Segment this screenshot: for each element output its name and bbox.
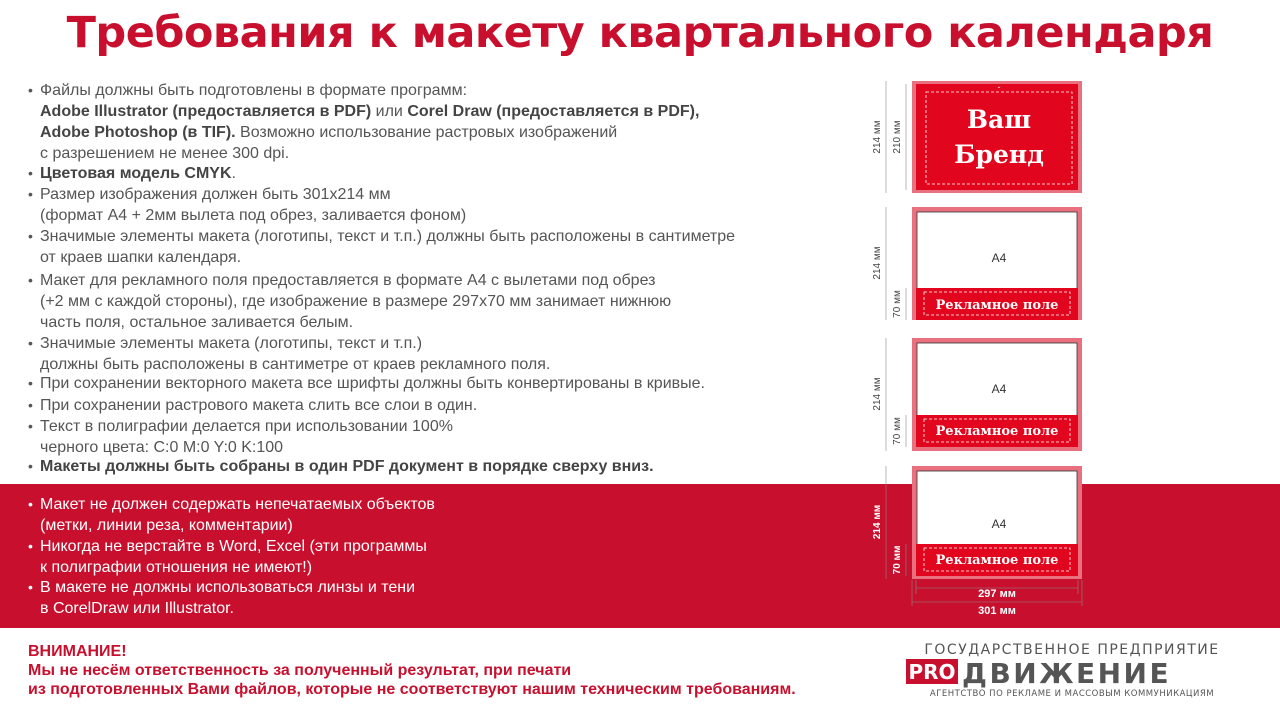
ad-field-label: Рекламное поле bbox=[935, 298, 1059, 313]
dim-label: 214 мм bbox=[872, 504, 883, 540]
center-mark: - bbox=[997, 82, 1001, 92]
dim-label: 214 мм bbox=[872, 377, 883, 411]
header-fill bbox=[916, 84, 1078, 190]
company-logo bbox=[906, 640, 1238, 700]
liability-notice bbox=[28, 642, 796, 699]
list-item-line bbox=[28, 395, 848, 416]
page-label: А4 bbox=[991, 382, 1007, 396]
list-item-line bbox=[28, 101, 848, 122]
text-segment: (формат А4 + 2мм вылета под обрез, заливается фоном) bbox=[40, 207, 467, 224]
list-item bbox=[28, 416, 848, 458]
page-label: А4 bbox=[991, 251, 1007, 265]
text-segment: (+2 мм с каждой стороны), где изображение в размере 297x70 мм занимает нижнюю bbox=[40, 293, 672, 310]
calendar-diagram bbox=[858, 78, 1090, 623]
bold-text: (предоставляется в PDF) bbox=[168, 103, 372, 120]
text-segment: к полиграфии отношения не имеют!) bbox=[40, 559, 313, 576]
list-item bbox=[28, 536, 848, 578]
list-item bbox=[28, 226, 848, 268]
page-label: А4 bbox=[991, 517, 1007, 531]
list-item-line bbox=[28, 333, 848, 354]
dim-label: 70 мм bbox=[892, 290, 903, 318]
logo-sub-text: АГЕНТСТВО ПО РЕКЛАМЕ И МАССОВЫМ КОММУНИКАЦИЯМ bbox=[929, 689, 1215, 699]
list-item-line bbox=[28, 226, 848, 247]
logo-name-text: ДВИЖЕНИЕ bbox=[962, 657, 1172, 690]
bold-text: (в TIF). bbox=[177, 124, 236, 141]
list-item-line bbox=[28, 122, 848, 143]
dim-label: 70 мм bbox=[892, 545, 903, 575]
bold-text: Цветовая модель CMYK bbox=[40, 165, 232, 182]
dim-label: 297 мм bbox=[978, 588, 1016, 600]
list-item-line bbox=[28, 577, 848, 598]
bullet-icon: • bbox=[28, 397, 33, 413]
bullet-icon: • bbox=[28, 538, 33, 554]
list-item bbox=[28, 456, 848, 477]
calendar-header-block bbox=[912, 81, 1082, 193]
dim-label: 214 мм bbox=[872, 246, 883, 280]
list-item-line bbox=[28, 291, 848, 312]
text-segment: Значимые элементы макета (логотипы, текст и т.п.) должны быть расположены в сантиметре bbox=[40, 228, 736, 245]
bullet-icon: • bbox=[28, 272, 33, 288]
list-item-line bbox=[28, 312, 848, 333]
list-item-line bbox=[28, 536, 848, 557]
list-item-line bbox=[28, 437, 848, 458]
text-segment: Значимые элементы макета (логотипы, текст и т.п.) bbox=[40, 335, 423, 352]
list-item bbox=[28, 270, 848, 333]
logo-top-text: ГОСУДАРСТВЕННОЕ ПРЕДПРИЯТИЕ bbox=[924, 642, 1220, 658]
ad-field-label: Рекламное поле bbox=[935, 424, 1059, 439]
notice-line: из подготовленных Вами файлов, которые не соответствуют нашим техническим требованиям. bbox=[28, 681, 796, 698]
text-segment: или bbox=[371, 103, 408, 120]
text-segment: (метки, линии реза, комментарии) bbox=[40, 517, 293, 534]
dim-label: 301 мм bbox=[978, 605, 1016, 617]
bold-text: Adobe Photoshop bbox=[40, 124, 178, 141]
list-item bbox=[28, 395, 848, 416]
calendar-page-1 bbox=[912, 207, 1082, 320]
text-segment: В макете не должны использоваться линзы и тени bbox=[40, 579, 416, 596]
list-item-line bbox=[28, 598, 848, 619]
bullet-icon: • bbox=[28, 228, 33, 244]
list-item bbox=[28, 577, 848, 619]
text-segment: часть поля, остальное заливается белым. bbox=[40, 314, 354, 331]
brand-text: Ваш bbox=[966, 105, 1032, 134]
list-item bbox=[28, 80, 848, 164]
bullet-icon: • bbox=[28, 375, 33, 391]
list-item bbox=[28, 494, 848, 536]
list-item-line bbox=[28, 143, 848, 164]
calendar-page-3 bbox=[912, 466, 1082, 579]
bullet-icon: • bbox=[28, 579, 33, 595]
text-segment: Никогда не верстайте в Word, Excel (эти программы bbox=[40, 538, 427, 555]
text-segment: Размер изображения должен быть 301x214 мм bbox=[40, 186, 391, 203]
notice-line: Мы не несём ответственность за полученный результат, при печати bbox=[28, 662, 572, 679]
list-item-line bbox=[28, 270, 848, 291]
list-item-line bbox=[28, 494, 848, 515]
bold-text: Adobe Illustrator bbox=[40, 103, 169, 120]
bullet-icon: • bbox=[28, 496, 33, 512]
text-segment: от краев шапки календаря. bbox=[40, 249, 242, 266]
notice-heading: ВНИМАНИЕ! bbox=[28, 643, 127, 660]
width-labels bbox=[978, 588, 1016, 617]
calendar-page-2 bbox=[912, 338, 1082, 451]
list-item-line bbox=[28, 163, 848, 184]
text-segment: должны быть расположены в сантиметре от краев рекламного поля. bbox=[40, 356, 551, 373]
bullet-icon: • bbox=[28, 335, 33, 351]
list-item-line bbox=[28, 557, 848, 578]
text-segment: При сохранении векторного макета все шрифты должны быть конвертированы в кривые. bbox=[40, 375, 705, 392]
text-segment: Макет не должен содержать непечатаемых объектов bbox=[40, 496, 435, 513]
dim-label: 210 мм bbox=[892, 120, 903, 154]
dimension-labels-on-band bbox=[872, 505, 903, 574]
list-item bbox=[28, 184, 848, 226]
list-item-line bbox=[28, 80, 848, 101]
list-item bbox=[28, 163, 848, 184]
dim-label: 70 мм bbox=[892, 417, 903, 445]
text-segment: в CorelDraw или Illustrator. bbox=[40, 600, 234, 617]
text-segment: Макет для рекламного поля предоставляется в формате А4 с вылетами под обрез bbox=[40, 272, 656, 289]
ad-field-label: Рекламное поле bbox=[935, 553, 1059, 568]
bullet-icon: • bbox=[28, 82, 33, 98]
list-item-line bbox=[28, 515, 848, 536]
text-segment: . bbox=[231, 165, 236, 182]
dim-label: 214 мм bbox=[872, 120, 883, 154]
bold-text: Макеты должны быть собраны в один PDF документ в порядке сверху вниз. bbox=[40, 458, 654, 475]
text-segment: с разрешением не менее 300 dpi. bbox=[40, 145, 290, 162]
list-item-line bbox=[28, 184, 848, 205]
list-item-line bbox=[28, 373, 848, 394]
list-item-line bbox=[28, 456, 848, 477]
list-item-line bbox=[28, 205, 848, 226]
brand-text: Бренд bbox=[954, 140, 1044, 169]
list-item-line bbox=[28, 354, 848, 375]
list-item bbox=[28, 333, 848, 375]
bullet-icon: • bbox=[28, 165, 33, 181]
text-segment: Текст в полиграфии делается при использовании 100% bbox=[40, 418, 453, 435]
bullet-icon: • bbox=[28, 186, 33, 202]
dimension-labels bbox=[872, 120, 903, 445]
text-segment: При сохранении растрового макета слить все слои в один. bbox=[40, 397, 478, 414]
bold-text: (предоставляется в PDF), bbox=[491, 103, 700, 120]
bold-text: Corel Draw bbox=[407, 103, 492, 120]
text-segment: Возможно использование растровых изображений bbox=[235, 124, 618, 141]
list-item-line bbox=[28, 416, 848, 437]
list-item-line bbox=[28, 247, 848, 268]
bullet-icon: • bbox=[28, 418, 33, 434]
bullet-icon: • bbox=[28, 458, 33, 474]
list-item bbox=[28, 373, 848, 394]
logo-pro-text: PRO bbox=[908, 660, 956, 684]
page-title: Требования к макету квартального календаря bbox=[66, 8, 1214, 58]
text-segment: черного цвета: C:0 M:0 Y:0 K:100 bbox=[40, 439, 284, 456]
text-segment: Файлы должны быть подготовлены в формате программ: bbox=[40, 82, 468, 99]
